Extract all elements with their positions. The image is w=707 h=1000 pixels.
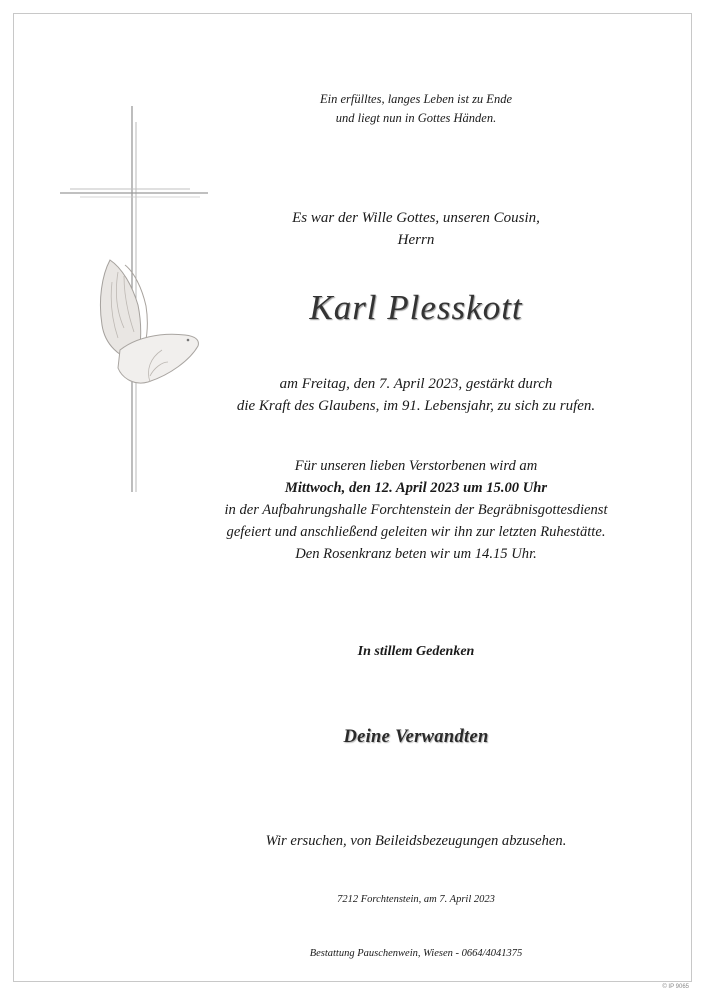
place-date: 7212 Forchtenstein, am 7. April 2023 (337, 894, 495, 905)
document-code: © IP 9065 (662, 984, 689, 990)
mourners: Deine Verwandten (343, 727, 489, 747)
intro-line: Herrn (397, 232, 435, 248)
closing-text: In stillem Gedenken (357, 644, 475, 659)
undertaker-info: Bestattung Pauschenwein, Wiesen - 0664/4041375 (309, 948, 523, 959)
motto (130, 90, 702, 128)
intro-line: Es war der Wille Gottes, unseren Cousin, (292, 210, 540, 226)
motto-line: Ein erfülltes, langes Leben ist zu Ende (320, 92, 512, 106)
intro-text (130, 207, 702, 251)
funeral-line: Für unseren lieben Verstorbenen wird am (294, 458, 538, 474)
motto-line: und liegt nun in Gottes Händen. (335, 111, 497, 125)
death-notice-line: die Kraft des Glaubens, im 91. Lebensjahr, zu sich zu rufen. (236, 398, 596, 414)
funeral-line: gefeiert und anschließend geleiten wir ihn zur letzten Ruhestätte. (226, 524, 606, 540)
funeral-date-time: Mittwoch, den 12. April 2023 um 15.00 Uhr (284, 480, 548, 496)
funeral-line: Den Rosenkranz beten wir um 14.15 Uhr. (295, 546, 537, 562)
death-notice (130, 373, 702, 417)
condolence-request: Wir ersuchen, von Beileidsbezeugungen abzusehen. (265, 833, 567, 849)
funeral-line: in der Aufbahrungshalle Forchtenstein der Begräbnisgottesdienst (224, 502, 608, 518)
death-notice-line: am Freitag, den 7. April 2023, gestärkt durch (279, 376, 553, 392)
funeral-info (130, 455, 702, 565)
deceased-name: Karl Plesskott (309, 288, 523, 327)
